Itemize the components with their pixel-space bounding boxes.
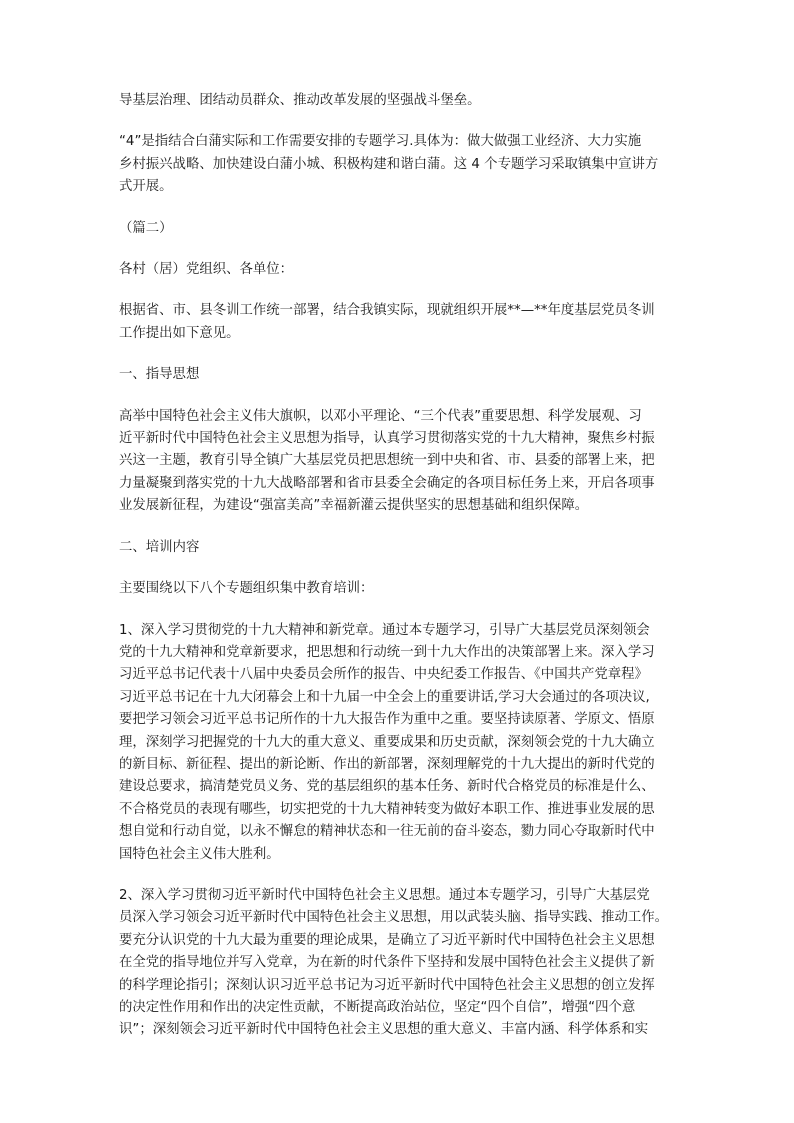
section-marker (119, 218, 681, 240)
text-line: （篇二） (119, 220, 173, 236)
text-line: “4”是指结合白蒲实际和工作需要安排的专题学习.具体为：做大做强工业经济、大力实施 (119, 134, 642, 150)
text-line: 不合格党员的表现有哪些，切实把党的十九大精神转变为做好本职工作、推进事业发展的思 (119, 801, 655, 817)
text-line: 员深入学习领会习近平新时代中国特色社会主义思想，用以武装头脑、指导实践、推动工作。 (119, 910, 669, 926)
text-line: 乡村振兴战略、加快建设白蒲小城、积极构建和谐白蒲。这 4 个专题学习采取镇集中宣讲方 (119, 156, 659, 172)
paragraph-topics-intro (119, 578, 681, 600)
text-line: 的科学理论指引；深刻认识习近平总书记为习近平新时代中国特色社会主义思想的创立发挥 (119, 977, 655, 993)
paragraph-intro (119, 300, 681, 345)
text-line: 各村（居）党组织、各单位： (119, 262, 294, 278)
paragraph-topic-2 (119, 885, 681, 1042)
text-line: 识”；深刻领会习近平新时代中国特色社会主义思想的重大意义、丰富内涵、科学体系和实 (119, 1022, 649, 1038)
text-line: 根据省、市、县冬训工作统一部署，结合我镇实际，现就组织开展**—**年度基层党员冬训 (119, 303, 655, 319)
text-line: 业发展新征程，为建设“强富美高”幸福新灌云提供坚实的思想基础和组织保障。 (119, 498, 589, 514)
paragraph-continuation (119, 90, 681, 112)
text-line: 国特色社会主义伟大胜利。 (119, 846, 280, 862)
text-line: 兴这一主题，教育引导全镇广大基层党员把思想统一到中央和省、市、县委的部署上来，把 (119, 453, 655, 469)
text-line: 理，深刻学习把握党的十九大的重大意义、重要成果和历史贡献，深刻领会党的十九大确立 (119, 734, 655, 750)
heading-guiding-ideology (119, 364, 681, 386)
text-line: 要把学习领会习近平总书记所作的十九大报告作为重中之重。要坚持读原著、学原文、悟原 (119, 712, 655, 728)
text-line: 工作提出如下意见。 (119, 325, 240, 341)
text-line: 近平新时代中国特色社会主义思想为指导，认真学习贯彻落实党的十九大精神，聚焦乡村振 (119, 431, 655, 447)
text-line: 的新目标、新征程、提出的新论断、作出的新部署，深刻理解党的十九大提出的新时代党的 (119, 756, 655, 772)
text-line: 式开展。 (119, 179, 173, 195)
text-line: 党的十九大精神和党章新要求，把思想和行动统一到十九大作出的决策部署上来。深入学习 (119, 644, 655, 660)
heading-training-content (119, 537, 681, 559)
text-line: 想自觉和行动自觉，以永不懈怠的精神状态和一往无前的奋斗姿态，勠力同心夺取新时代中 (119, 824, 655, 840)
text-line: 力量凝聚到落实党的十九大战略部署和省市县委全会确定的各项目标任务上来，开启各项事 (119, 475, 655, 491)
text-line: 二、培训内容 (119, 539, 200, 555)
text-line: 要充分认识党的十九大最为重要的理论成果，是确立了习近平新时代中国特色社会主义思想 (119, 932, 655, 948)
text-line: 建设总要求，搞清楚党员义务、党的基层组织的基本任务、新时代合格党员的标准是什么、 (119, 779, 655, 795)
text-line: 习近平总书记在十九大闭幕会上和十九届一中全会上的重要讲话,学习大会通过的各项决议, (119, 689, 650, 705)
text-line: 习近平总书记代表十八届中央委员会所作的报告、中央纪委工作报告、《中国共产党章程》 (119, 667, 648, 683)
text-line: 的决定性作用和作出的决定性贡献，不断提高政治站位，坚定“四个自信”，增强“四个意 (119, 1000, 636, 1015)
paragraph-special-topics (119, 131, 681, 198)
text-line: 主要围绕以下八个专题组织集中教育培训： (119, 581, 374, 597)
salutation (119, 259, 681, 281)
text-line: 导基层治理、团结动员群众、推动改革发展的坚强战斗堡垒。 (119, 93, 481, 108)
paragraph-topic-1 (119, 620, 681, 866)
text-line: 2、深入学习贯彻习近平新时代中国特色社会主义思想。通过本专题学习，引导广大基层党 (119, 887, 650, 903)
document-page (119, 90, 681, 1061)
paragraph-guiding-ideology (119, 406, 681, 518)
text-line: 在全党的指导地位并写入党章，为在新的时代条件下坚持和发展中国特色社会主义提供了新 (119, 955, 655, 971)
text-line: 一、指导思想 (119, 367, 200, 383)
text-line: 高举中国特色社会主义伟大旗帜，以邓小平理论、“三个代表”重要思想、科学发展观、习 (119, 408, 642, 424)
text-line: 1、深入学习贯彻党的十九大精神和新党章。通过本专题学习，引导广大基层党员深刻领会 (119, 622, 650, 638)
